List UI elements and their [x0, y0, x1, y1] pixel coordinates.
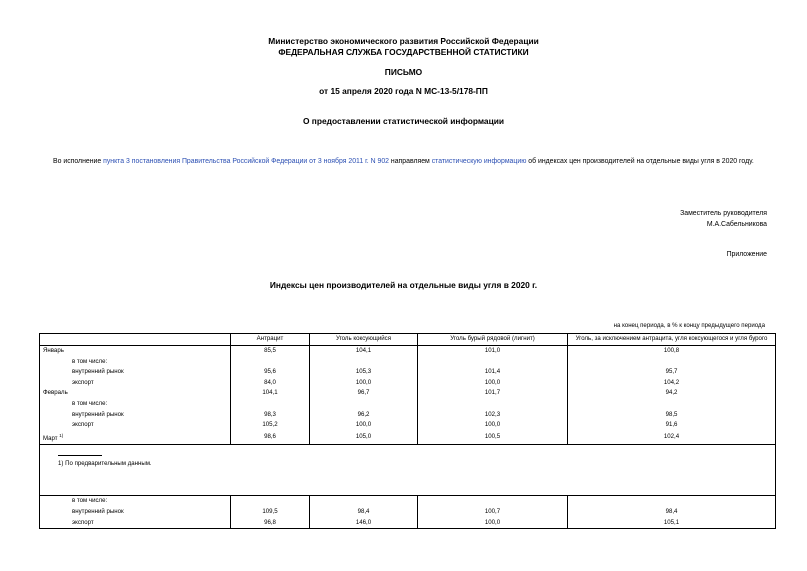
- row-label: внутренний рынок: [40, 507, 231, 518]
- value-cell: 101,4: [418, 367, 568, 378]
- table-row: [40, 507, 776, 518]
- value-cell: [418, 496, 568, 507]
- column-header: Уголь, за исключением антрацита, угля коксующегося и угля бурого: [568, 334, 776, 346]
- table-row: [40, 388, 776, 399]
- row-label: Январь: [40, 346, 231, 357]
- value-cell: 95,6: [231, 367, 310, 378]
- value-cell: 100,0: [310, 420, 418, 431]
- value-cell: 102,3: [418, 410, 568, 421]
- table-row: [40, 431, 776, 445]
- signer-position: Заместитель руководителя: [680, 210, 767, 217]
- body-text-1: Во исполнение: [53, 158, 104, 165]
- value-cell: 96,8: [231, 518, 310, 529]
- column-header: Уголь коксующийся: [310, 334, 418, 346]
- body-text-2: направляем: [389, 158, 432, 165]
- table-row: [40, 399, 776, 410]
- value-cell: 94,2: [568, 388, 776, 399]
- value-cell: [568, 399, 776, 410]
- table-row: [40, 496, 776, 507]
- row-label: экспорт: [40, 420, 231, 431]
- signer-name: М.А.Сабельникова: [706, 221, 767, 228]
- appendix-label: Приложение: [726, 251, 767, 258]
- table-row: [40, 420, 776, 431]
- footnote-row: [40, 445, 776, 496]
- value-cell: 101,0: [418, 346, 568, 357]
- column-header: Антрацит: [231, 334, 310, 346]
- row-label: внутренний рынок: [40, 367, 231, 378]
- row-label: Март $^{1)}$: [40, 431, 231, 445]
- table-units: на конец периода, в % к концу предыдущего периода: [613, 322, 765, 329]
- value-cell: 96,2: [310, 410, 418, 421]
- value-cell: 105,3: [310, 367, 418, 378]
- value-cell: 100,5: [418, 431, 568, 445]
- row-label: Февраль: [40, 388, 231, 399]
- document-date-number: от 15 апреля 2020 года N МС-13-5/178-ПП: [319, 86, 488, 96]
- value-cell: [231, 496, 310, 507]
- value-cell: 98,4: [568, 507, 776, 518]
- document-header: [0, 36, 807, 58]
- value-cell: [568, 496, 776, 507]
- row-label: экспорт: [40, 378, 231, 389]
- value-cell: 98,5: [568, 410, 776, 421]
- value-cell: 85,5: [231, 346, 310, 357]
- value-cell: [568, 357, 776, 368]
- table-row: [40, 410, 776, 421]
- footnote-text: 1) По предварительным данным.: [58, 460, 152, 468]
- table-header-row: [40, 334, 776, 346]
- table-row: [40, 346, 776, 357]
- body-paragraph: [40, 156, 775, 167]
- ministry-name: Министерство экономического развития Российской Федерации: [268, 36, 539, 46]
- value-cell: [310, 399, 418, 410]
- value-cell: [418, 399, 568, 410]
- value-cell: 100,0: [418, 420, 568, 431]
- stat-info-link[interactable]: статистическую информацию: [431, 158, 527, 165]
- value-cell: 96,7: [310, 388, 418, 399]
- value-cell: 104,2: [568, 378, 776, 389]
- value-cell: 100,7: [418, 507, 568, 518]
- decree-link[interactable]: пункта 3 постановления Правительства Российской Федерации от 3 ноября 2011 г. N 902: [103, 158, 389, 165]
- value-cell: 98,6: [231, 431, 310, 445]
- value-cell: [310, 357, 418, 368]
- table-row: [40, 367, 776, 378]
- value-cell: 146,0: [310, 518, 418, 529]
- value-cell: 101,7: [418, 388, 568, 399]
- document-subject: О предоставлении статистической информации: [302, 116, 505, 126]
- table-row: [40, 357, 776, 368]
- value-cell: 91,6: [568, 420, 776, 431]
- table-row: [40, 518, 776, 529]
- value-cell: 100,0: [418, 378, 568, 389]
- value-cell: 104,1: [310, 346, 418, 357]
- footnote-cell: [40, 445, 776, 496]
- column-header: [40, 334, 231, 346]
- column-header: Уголь бурый рядовой (лигнит): [418, 334, 568, 346]
- row-label: экспорт: [40, 518, 231, 529]
- value-cell: 104,1: [231, 388, 310, 399]
- value-cell: 100,0: [418, 518, 568, 529]
- value-cell: 98,3: [231, 410, 310, 421]
- value-cell: 105,0: [310, 431, 418, 445]
- table-title: Индексы цен производителей на отдельные виды угля в 2020 г.: [269, 280, 538, 290]
- value-cell: 100,0: [310, 378, 418, 389]
- document-type: ПИСЬМО: [384, 67, 423, 77]
- value-cell: [231, 399, 310, 410]
- body-text-3: об индексах цен производителей на отдельные виды угля в 2020 году.: [526, 158, 754, 165]
- value-cell: 105,1: [568, 518, 776, 529]
- value-cell: 100,8: [568, 346, 776, 357]
- row-label: в том числе:: [40, 399, 231, 410]
- value-cell: [310, 496, 418, 507]
- value-cell: 98,4: [310, 507, 418, 518]
- row-label: внутренний рынок: [40, 410, 231, 421]
- value-cell: 84,0: [231, 378, 310, 389]
- footnote-divider: [58, 455, 102, 456]
- footnote-marker: 1): [59, 432, 64, 438]
- coal-price-table: [39, 333, 776, 529]
- value-cell: [231, 357, 310, 368]
- signature-block: [680, 208, 767, 230]
- table-row: [40, 378, 776, 389]
- row-label: в том числе:: [40, 496, 231, 507]
- value-cell: 105,2: [231, 420, 310, 431]
- service-name: ФЕДЕРАЛЬНАЯ СЛУЖБА ГОСУДАРСТВЕННОЙ СТАТИСТИКИ: [278, 47, 529, 57]
- value-cell: 102,4: [568, 431, 776, 445]
- value-cell: 109,5: [231, 507, 310, 518]
- value-cell: [418, 357, 568, 368]
- row-label: в том числе:: [40, 357, 231, 368]
- value-cell: 95,7: [568, 367, 776, 378]
